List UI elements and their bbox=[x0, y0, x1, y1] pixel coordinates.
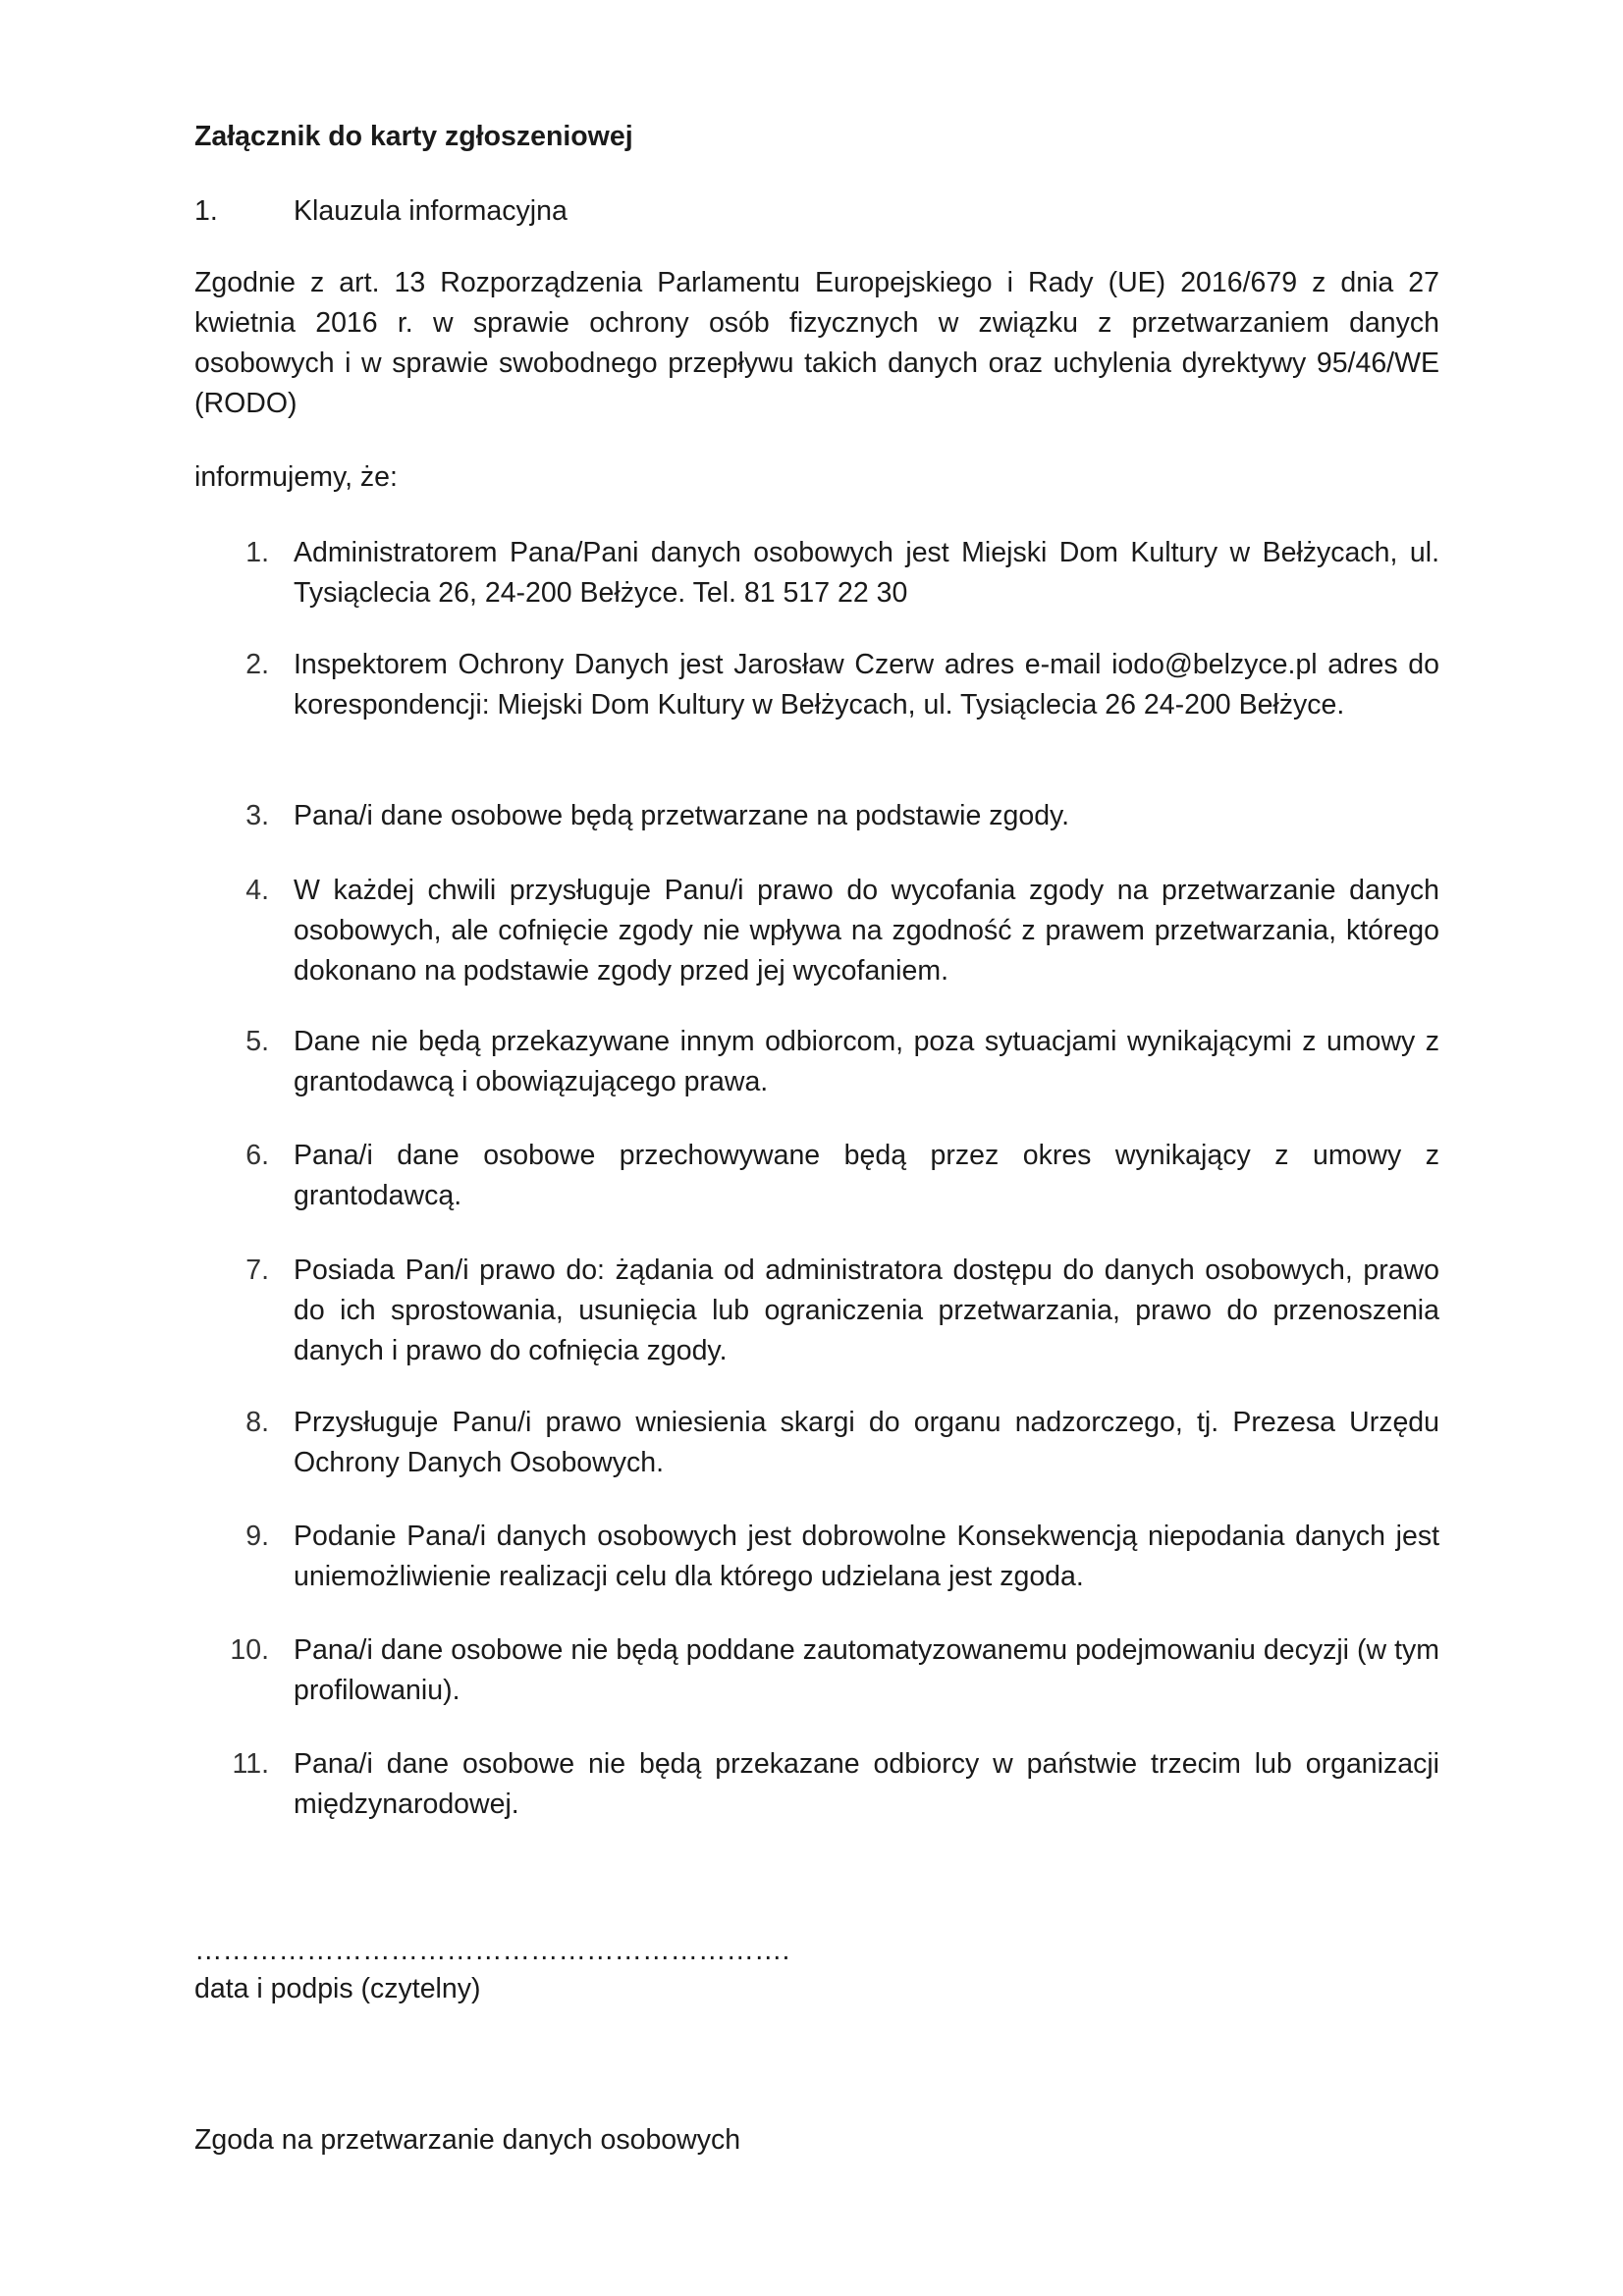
list-item-number: 5. bbox=[245, 1026, 269, 1057]
list-item-number: 6. bbox=[245, 1140, 269, 1171]
list-item-number: 3. bbox=[245, 800, 269, 831]
list-item-text: Posiada Pan/i prawo do: żądania od administratora dostępu do danych osobowych, prawo do ich sprostowania, usunięcia lub ograniczenia przetwarzania, prawo do przenoszenia danych i prawo do cofnięcia zgody. bbox=[294, 1255, 1439, 1366]
list-item-text: Przysługuje Panu/i prawo wniesienia skargi do organu nadzorczego, tj. Prezesa Urzędu Ochrony Danych Osobowych. bbox=[294, 1407, 1439, 1478]
list-item-text: W każdej chwili przysługuje Panu/i prawo do wycofania zgody na przetwarzanie danych osobowych, ale cofnięcie zgody nie wpływa na zgodność z prawem przetwarzania, którego dokonano na podstawie zgody przed jej wycofaniem. bbox=[294, 875, 1439, 987]
list-item-number: 9. bbox=[245, 1521, 269, 1552]
list-item-text: Podanie Pana/i danych osobowych jest dobrowolne Konsekwencją niepodania danych jest uniemożliwienie realizacji celu dla którego udzielana jest zgoda. bbox=[294, 1521, 1439, 1592]
list-item-text: Dane nie będą przekazywane innym odbiorcom, poza sytuacjami wynikającymi z umowy z grantodawcą i obowiązującego prawa. bbox=[294, 1026, 1439, 1097]
list-item-number: 4. bbox=[245, 875, 269, 906]
list-item-text: Inspektorem Ochrony Danych jest Jarosław Czerw adres e-mail iodo@belzyce.pl adres do korespondencji: Miejski Dom Kultury w Bełżycach, ul. Tysiąclecia 26 24-200 Bełżyce. bbox=[294, 649, 1439, 721]
list-item-number: 10. bbox=[230, 1634, 269, 1666]
consent-heading: Zgoda na przetwarzanie danych osobowych bbox=[194, 2124, 741, 2156]
list-item-number: 11. bbox=[232, 1748, 269, 1780]
list-item-number: 1. bbox=[245, 537, 269, 568]
list-item-text: Pana/i dane osobowe przechowywane będą przez okres wynikający z umowy z grantodawcą. bbox=[294, 1140, 1439, 1211]
list-item-text: Pana/i dane osobowe będą przetwarzane na podstawie zgody. bbox=[294, 800, 1070, 831]
intro-paragraph: Zgodnie z art. 13 Rozporządzenia Parlamentu Europejskiego i Rady (UE) 2016/679 z dnia 27 kwietnia 2016 r. w sprawie ochrony osób fizycznych w związku z przetwarzaniem danych osobowych i w sprawie swobodnego przepływu takich danych oraz uchylenia dyrektywy 95/46/WE (RODO) bbox=[194, 267, 1439, 419]
section-number: 1. bbox=[194, 195, 218, 227]
list-item-number: 2. bbox=[245, 649, 269, 680]
signature-caption: data i podpis (czytelny) bbox=[194, 1973, 481, 2004]
signature-line: ………………………………………………………. bbox=[194, 1935, 790, 1966]
list-item-text: Administratorem Pana/Pani danych osobowych jest Miejski Dom Kultury w Bełżycach, ul. Tysiąclecia 26, 24-200 Bełżyce. Tel. 81 517 22 30 bbox=[294, 537, 1439, 609]
list-item-number: 7. bbox=[245, 1255, 269, 1286]
document-title: Załącznik do karty zgłoszeniowej bbox=[194, 121, 633, 152]
list-item-number: 8. bbox=[245, 1407, 269, 1438]
informujemy-line: informujemy, że: bbox=[194, 461, 398, 493]
list-item-text: Pana/i dane osobowe nie będą poddane zautomatyzowanemu podejmowaniu decyzji (w tym profilowaniu). bbox=[294, 1634, 1439, 1706]
section-label: Klauzula informacyjna bbox=[294, 195, 568, 227]
list-item-text: Pana/i dane osobowe nie będą przekazane odbiorcy w państwie trzecim lub organizacji międzynarodowej. bbox=[294, 1748, 1439, 1820]
section-heading bbox=[194, 191, 568, 232]
